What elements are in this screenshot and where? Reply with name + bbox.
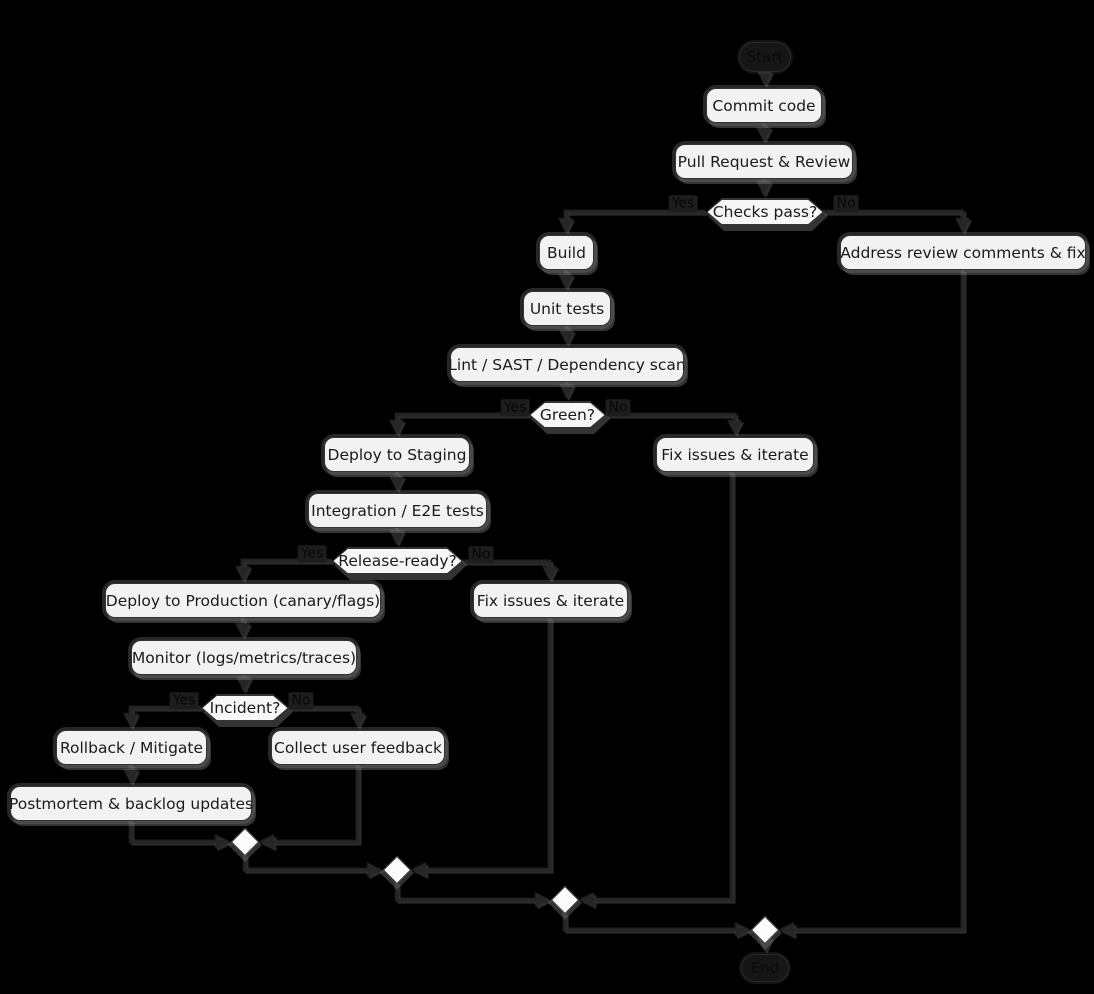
node-fix-iterate-1 xyxy=(656,437,814,472)
node-merge-4 xyxy=(752,917,778,943)
node-commit-code xyxy=(706,88,822,123)
edge-green-to-deploy-staging xyxy=(397,415,529,433)
node-build xyxy=(539,235,594,270)
node-label: Release-ready? xyxy=(338,552,457,570)
edge-label-incident-no: No xyxy=(288,692,313,709)
edge-collect-feedback-to-merge-1 xyxy=(262,765,358,842)
node-label: Deploy to Staging xyxy=(327,445,467,464)
edge-incident-to-collect-feedback xyxy=(289,708,358,726)
node-address-review xyxy=(840,235,1086,270)
node-label: Integration / E2E tests xyxy=(311,501,484,520)
edge-incident-to-rollback xyxy=(131,708,201,726)
edge-checks-pass-to-address-review xyxy=(823,212,963,231)
merge-diamond xyxy=(551,886,579,914)
edge-label-green-no: No xyxy=(605,399,630,416)
node-green xyxy=(529,401,606,429)
node-collect-feedback xyxy=(271,730,445,765)
node-pull-request xyxy=(675,144,853,179)
node-merge-1 xyxy=(232,829,258,855)
node-label: Lint / SAST / Dependency scan xyxy=(448,355,686,374)
node-label: Pull Request & Review xyxy=(677,152,851,171)
edge-label-green-yes: Yes xyxy=(501,399,530,416)
node-label: Fix issues & iterate xyxy=(661,445,809,464)
edge-green-to-fix-iterate-1 xyxy=(606,415,735,433)
merge-diamond xyxy=(383,856,411,884)
edge-label-checks-no: No xyxy=(833,195,858,212)
merge-diamond xyxy=(751,916,779,944)
edge-release-ready-to-deploy-prod xyxy=(243,561,332,579)
edge-fix-iterate-1-to-merge-3 xyxy=(582,472,732,900)
node-label: Start xyxy=(746,48,784,66)
node-label: Green? xyxy=(539,406,596,424)
merge-diamond xyxy=(231,828,259,856)
node-label: Collect user feedback xyxy=(274,738,442,757)
node-label: Address review comments & fix xyxy=(840,243,1086,262)
node-label: Checks pass? xyxy=(712,203,818,221)
edge-merge-3-to-merge-4 xyxy=(565,913,748,930)
edge-merge-2-to-merge-3 xyxy=(397,883,548,900)
node-merge-3 xyxy=(552,887,578,913)
node-incident xyxy=(201,694,289,722)
node-label: Fix issues & iterate xyxy=(476,591,625,610)
node-postmortem xyxy=(10,786,252,821)
node-label: Commit code xyxy=(712,96,816,115)
edge-postmortem-to-merge-1 xyxy=(131,821,228,842)
node-merge-2 xyxy=(384,857,410,883)
node-deploy-prod xyxy=(105,583,381,618)
node-fix-iterate-2 xyxy=(473,583,628,618)
node-label: Incident? xyxy=(209,699,281,717)
edge-label-release-yes: Yes xyxy=(298,545,327,562)
node-label: Unit tests xyxy=(529,299,605,318)
node-label: Build xyxy=(547,243,586,262)
node-label: Rollback / Mitigate xyxy=(59,738,204,757)
node-lint-scan xyxy=(450,347,684,382)
node-label: Deploy to Production (canary/flags) xyxy=(105,591,381,610)
node-checks-pass xyxy=(706,198,824,226)
node-rollback xyxy=(56,730,207,765)
node-e2e-tests xyxy=(308,493,487,528)
node-label: Monitor (logs/metrics/traces) xyxy=(131,648,357,667)
edge-label-checks-yes: Yes xyxy=(669,195,698,212)
node-release-ready xyxy=(332,547,463,575)
edge-merge-1-to-merge-2 xyxy=(245,855,380,870)
edge-release-ready-to-fix-iterate-2 xyxy=(463,562,550,579)
node-deploy-staging xyxy=(324,437,470,472)
node-label: End xyxy=(750,959,780,977)
node-end xyxy=(741,954,789,982)
node-start xyxy=(739,42,791,72)
node-label: Postmortem & backlog updates xyxy=(8,794,254,813)
edge-label-incident-yes: Yes xyxy=(170,692,199,709)
node-unit-tests xyxy=(523,291,611,326)
edge-checks-pass-to-build xyxy=(566,212,706,231)
node-monitor xyxy=(131,640,357,675)
edge-address-review-to-merge-4 xyxy=(782,270,963,930)
edge-label-release-no: No xyxy=(468,546,493,563)
